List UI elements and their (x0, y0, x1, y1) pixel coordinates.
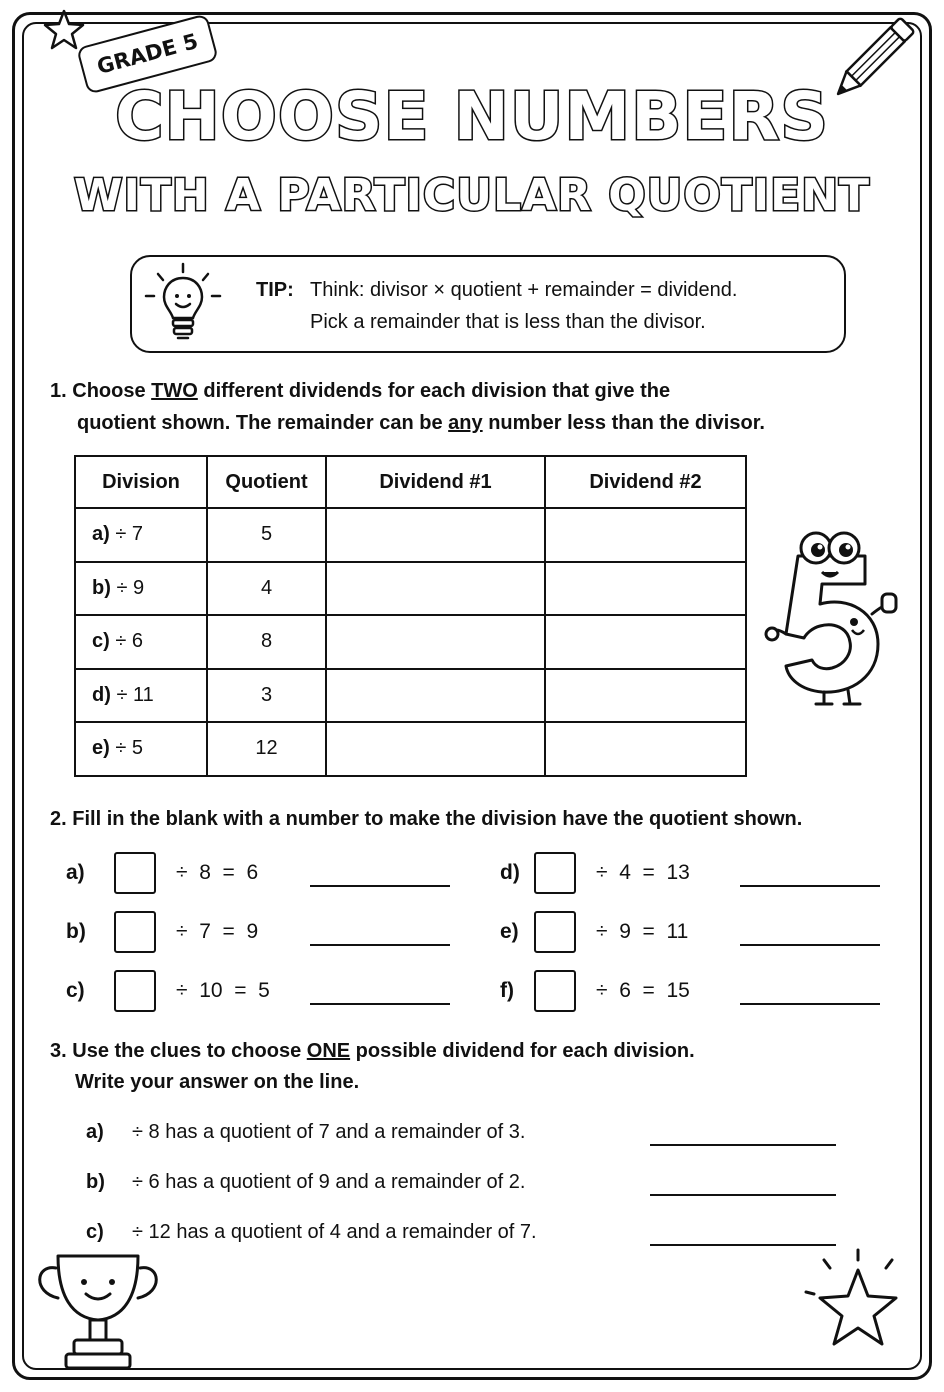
dividend-1-answer-cell[interactable] (326, 615, 545, 669)
item-label: d) (500, 861, 520, 884)
division-cell: c) ÷ 6 (75, 615, 207, 669)
item-label: c) (66, 979, 85, 1002)
fill-item-d (500, 852, 880, 894)
dividend-1-answer-cell[interactable] (326, 562, 545, 616)
answer-line[interactable] (310, 987, 450, 1005)
item-label: f) (500, 979, 514, 1002)
answer-box[interactable] (534, 911, 576, 953)
fill-item-a (66, 852, 450, 894)
item-label: a) (86, 1120, 104, 1143)
table-row (75, 562, 746, 616)
table-row (75, 508, 746, 562)
header-quotient: Quotient (207, 456, 326, 508)
item-label: e) (500, 920, 519, 943)
table-header-row (75, 456, 746, 508)
clue-text: ÷ 12 has a quotient of 4 and a remainder of 7. (132, 1220, 537, 1243)
answer-line[interactable] (650, 1182, 836, 1196)
dividend-1-answer-cell[interactable] (326, 669, 545, 723)
question-1-text: 1. Choose TWO different dividends for each division that give the (50, 380, 671, 402)
item-label: b) (66, 920, 86, 943)
answer-box[interactable] (534, 852, 576, 894)
tip-text-line2: Pick a remainder that is less than the divisor. (310, 311, 706, 333)
dividend-1-answer-cell[interactable] (326, 722, 545, 776)
division-cell: a) ÷ 7 (75, 508, 207, 562)
header-dividend-1: Dividend #1 (326, 456, 545, 508)
tip-text-line1: Think: divisor × quotient + remainder = dividend. (310, 279, 738, 301)
page-subtitle: WITH A PARTICULAR QUOTIENT (73, 170, 871, 221)
division-table (74, 455, 747, 777)
dividend-1-answer-cell[interactable] (326, 508, 545, 562)
question-1-text-line2: quotient shown. The remainder can be any number less than the divisor. (77, 412, 765, 434)
division-expression: ÷ 9 = 11 (596, 920, 689, 943)
tip-label: TIP: (256, 279, 294, 301)
answer-line[interactable] (740, 869, 880, 887)
division-cell: d) ÷ 11 (75, 669, 207, 723)
division-expression: ÷ 10 = 5 (176, 979, 270, 1002)
clue-text: ÷ 8 has a quotient of 7 and a remainder of 3. (132, 1120, 526, 1143)
dividend-2-answer-cell[interactable] (545, 508, 746, 562)
answer-line[interactable] (740, 928, 880, 946)
quotient-cell: 3 (207, 669, 326, 723)
division-cell: e) ÷ 5 (75, 722, 207, 776)
answer-box[interactable] (114, 970, 156, 1012)
division-expression: ÷ 8 = 6 (176, 861, 259, 884)
dividend-2-answer-cell[interactable] (545, 615, 746, 669)
question-3-text-line2: Write your answer on the line. (75, 1071, 360, 1093)
clue-item-b (86, 1168, 846, 1196)
answer-box[interactable] (534, 970, 576, 1012)
clue-item-a (86, 1118, 846, 1146)
fill-item-e (500, 911, 880, 953)
header-dividend-2: Dividend #2 (545, 456, 746, 508)
answer-box[interactable] (114, 852, 156, 894)
question-2-text: 2. Fill in the blank with a number to make the division have the quotient shown. (50, 808, 803, 830)
division-expression: ÷ 4 = 13 (596, 861, 690, 884)
table-row (75, 615, 746, 669)
dividend-2-answer-cell[interactable] (545, 562, 746, 616)
answer-line[interactable] (310, 869, 450, 887)
division-cell: b) ÷ 9 (75, 562, 207, 616)
question-3-text: 3. Use the clues to choose ONE possible dividend for each division. (50, 1040, 695, 1062)
item-label: b) (86, 1170, 105, 1193)
tip-box (130, 255, 846, 353)
quotient-cell: 8 (207, 615, 326, 669)
table-row (75, 669, 746, 723)
answer-line[interactable] (650, 1232, 836, 1246)
page-title: CHOOSE NUMBERS (115, 78, 829, 155)
division-expression: ÷ 7 = 9 (176, 920, 259, 943)
clue-text: ÷ 6 has a quotient of 9 and a remainder of 2. (132, 1170, 526, 1193)
star-icon (42, 8, 86, 52)
item-label: c) (86, 1220, 104, 1243)
clue-item-c (86, 1218, 846, 1246)
trophy-icon (28, 1246, 168, 1374)
answer-box[interactable] (114, 911, 156, 953)
fill-item-c (66, 970, 450, 1012)
quotient-cell: 4 (207, 562, 326, 616)
lightbulb-icon (140, 262, 230, 348)
fill-item-f (500, 970, 880, 1012)
quotient-cell: 5 (207, 508, 326, 562)
answer-line[interactable] (740, 987, 880, 1005)
item-label: a) (66, 861, 85, 884)
dividend-2-answer-cell[interactable] (545, 669, 746, 723)
dividend-2-answer-cell[interactable] (545, 722, 746, 776)
star-icon (800, 1246, 910, 1356)
number-five-mascot-icon (760, 526, 910, 716)
table-row (75, 722, 746, 776)
division-expression: ÷ 6 = 15 (596, 979, 690, 1002)
grade-badge: GRADE 5 (76, 13, 219, 94)
header-division: Division (75, 456, 207, 508)
quotient-cell: 12 (207, 722, 326, 776)
fill-item-b (66, 911, 450, 953)
answer-line[interactable] (310, 928, 450, 946)
answer-line[interactable] (650, 1132, 836, 1146)
